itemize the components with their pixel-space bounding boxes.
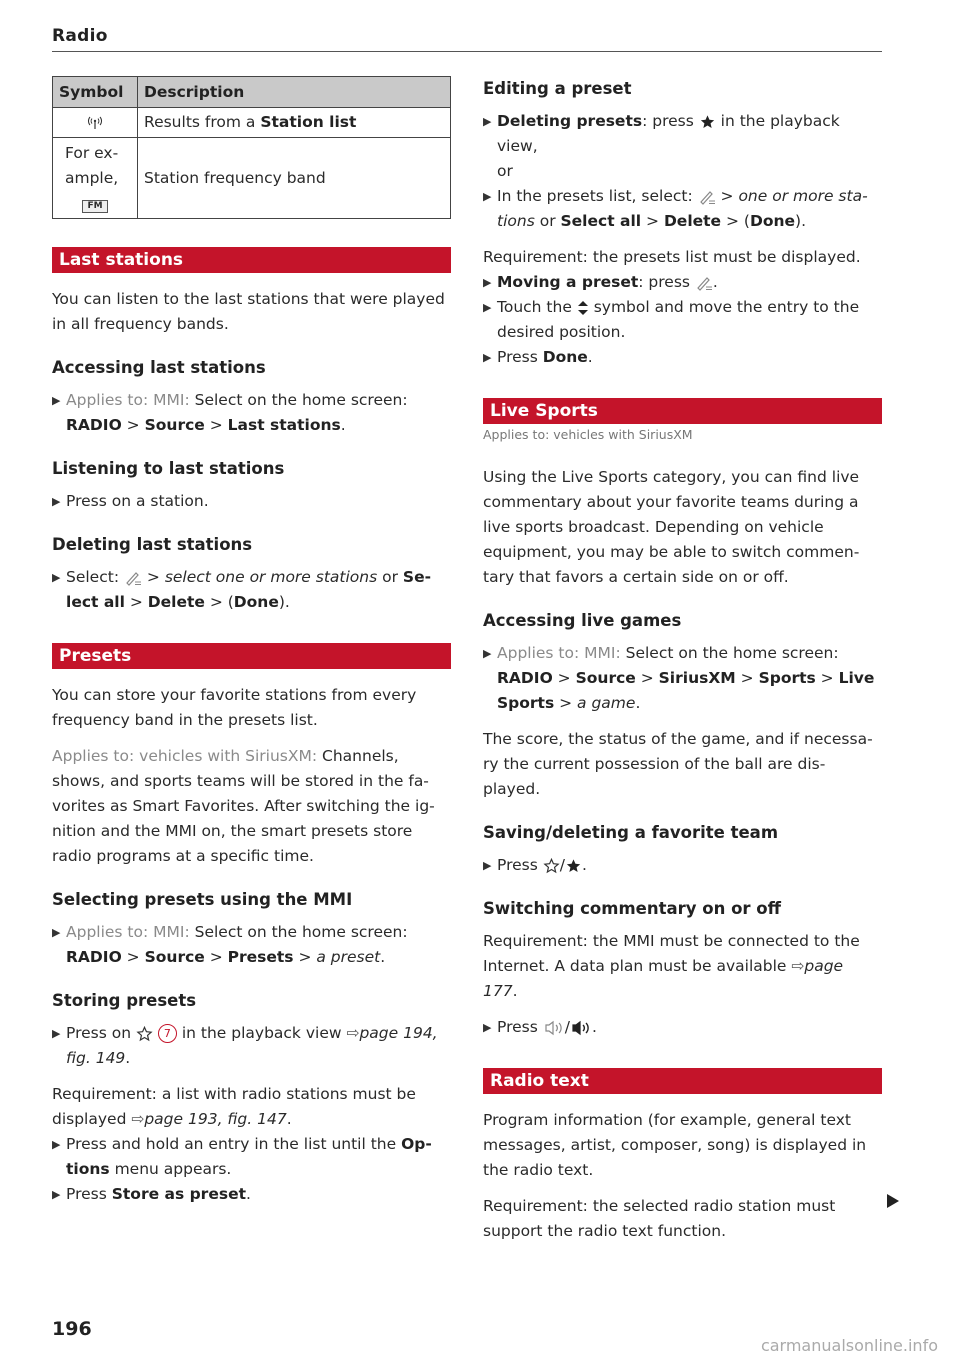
program-info: Program information (for example, general text messages, artist, composer, song) is displayed in the radio text. xyxy=(483,1111,867,1179)
applies-sxm: Applies to: vehicles with SiriusXM: xyxy=(52,747,318,765)
press-colon: : press xyxy=(642,112,699,130)
arrow-icon: ▶ xyxy=(52,1138,61,1151)
heading-switching-commentary: Switching commentary on or off xyxy=(483,899,781,918)
arrow-icon: ▶ xyxy=(483,1021,492,1034)
left-column xyxy=(52,76,451,1207)
watermark: carmanualsonline.info xyxy=(760,1336,938,1355)
live-sports: Live Sports xyxy=(497,669,875,712)
source: Source xyxy=(144,416,205,434)
source: Source xyxy=(575,669,636,687)
table-cell-description: Station frequency band xyxy=(138,138,451,219)
star-outline-icon xyxy=(136,1026,153,1042)
presets: Presets xyxy=(227,948,294,966)
list-item xyxy=(483,295,882,345)
section-bar-presets: Presets xyxy=(52,643,451,669)
req-internet-text: Requirement: the MMI must be connected to the Internet. A data plan must be available xyxy=(483,932,860,975)
delete: Delete xyxy=(663,212,722,230)
press: Press xyxy=(66,1185,112,1203)
arrow-icon: ▶ xyxy=(52,495,61,508)
arrow-icon: ▶ xyxy=(52,1188,61,1201)
table-header-description: Description xyxy=(138,77,451,108)
req-list-text: Requirement: a list with radio stations must be displayed xyxy=(52,1085,416,1128)
antenna-icon xyxy=(86,115,104,131)
one-more-stations: one or more sta-tions xyxy=(497,187,868,230)
touch-the: Touch the xyxy=(497,298,577,316)
select-home: Select on the home screen: xyxy=(620,644,839,662)
in-playback: in the playback view xyxy=(176,1024,347,1042)
ref-arrow-icon: ⇨ xyxy=(791,957,805,975)
a-game: a game xyxy=(577,694,636,712)
list-item: ▶ Applies to: MMI: Select on the home screen: RADIO > Source > Presets > a preset. xyxy=(52,920,451,970)
done-word: Done xyxy=(542,348,588,366)
menu-appears: menu appears. xyxy=(109,1160,232,1178)
arrow-icon: ▶ xyxy=(52,1027,61,1040)
edit-list-icon xyxy=(698,189,716,205)
list-item: ▶ Applies to: MMI: Select on the home screen: RADIO > Source > SiriusXM > Sports > Live Sports > a game. xyxy=(483,641,882,716)
or-word: or xyxy=(497,162,513,180)
req-list: Requirement: a list with radio stations must be displayed ⇨page 193, fig. 147. xyxy=(52,1085,416,1128)
symbol-table xyxy=(52,76,451,219)
ref-arrow-icon: ⇨ xyxy=(131,1110,145,1128)
star-filled-icon xyxy=(565,858,582,874)
radio: RADIO xyxy=(497,669,553,687)
arrow-icon: ▶ xyxy=(483,859,492,872)
arrow-icon: ▶ xyxy=(483,351,492,364)
req-presets: Requirement: the presets list must be displayed. xyxy=(483,248,861,266)
list-item xyxy=(483,109,882,184)
list-item xyxy=(52,1132,451,1182)
applies-mmi: Applies to: MMI: xyxy=(66,391,190,409)
page-header-title: Radio xyxy=(52,26,108,46)
applies-mmi: Applies to: MMI: xyxy=(497,644,621,662)
arrow-icon: ▶ xyxy=(483,276,492,289)
heading-selecting-presets: Selecting presets using the MMI xyxy=(52,890,353,909)
radio: RADIO xyxy=(66,948,122,966)
req-internet: Requirement: the MMI must be connected to the Internet. A data plan must be available ⇨page 177. xyxy=(483,932,860,1000)
arrow-icon: ▶ xyxy=(483,301,492,314)
table-cell-symbol xyxy=(53,108,138,138)
list-item: ▶ Moving a preset: press . xyxy=(483,270,882,295)
score-text: The score, the status of the game, and if necessa-ry the current possession of the ball are dis-played. xyxy=(483,730,873,798)
press-colon2: : press xyxy=(638,273,695,291)
select-all: Select all xyxy=(560,212,642,230)
source: Source xyxy=(144,948,205,966)
commentary-icon xyxy=(543,1020,565,1036)
list-item: ▶ Select: > select one or more stations or Se-lect all > Delete > (Done). xyxy=(52,565,451,615)
presets-intro: You can store your favorite stations from every frequency band in the presets list. xyxy=(52,686,417,729)
list-item: ▶ Press / . xyxy=(483,1015,882,1040)
press: Press xyxy=(497,348,543,366)
section-bar-last-stations: Last stations xyxy=(52,247,451,273)
edit-list-icon xyxy=(695,275,713,291)
a-preset: a preset xyxy=(316,948,381,966)
list-item: ▶ In the presets list, select: > one or more sta-tions or Select all > Delete > (Done). xyxy=(483,184,882,234)
table-header-symbol: Symbol xyxy=(53,77,138,108)
star-filled-icon xyxy=(699,114,716,130)
row2-symbol-text: For ex-ample, xyxy=(65,143,119,187)
done: Done xyxy=(233,593,279,611)
move-updown-icon xyxy=(577,300,589,316)
table-cell-description xyxy=(138,108,451,138)
arrow-icon: ▶ xyxy=(52,394,61,407)
deleting-presets: Deleting presets xyxy=(497,112,643,130)
press-hold: Press and hold an entry in the list until the xyxy=(66,1135,402,1153)
siriusxm: SiriusXM xyxy=(658,669,736,687)
list-item xyxy=(52,489,451,514)
arrow-icon: ▶ xyxy=(483,647,492,660)
moving-preset: Moving a preset xyxy=(497,273,639,291)
edit-list-icon xyxy=(124,570,142,586)
last-stations-intro: You can listen to the last stations that were played in all frequency bands. xyxy=(52,290,445,333)
delete: Delete xyxy=(147,593,205,611)
heading-accessing-last-stations: Accessing last stations xyxy=(52,358,266,377)
page-ref-193: page 193, fig. 147 xyxy=(144,1110,287,1128)
press-on: Press on xyxy=(66,1024,136,1042)
press: Press xyxy=(497,856,543,874)
list-item: ▶ Press on 7 in the playback view ⇨page 194, fig. 149. xyxy=(52,1021,451,1071)
heading-saving-favorite: Saving/deleting a favorite team xyxy=(483,823,779,842)
heading-storing-presets: Storing presets xyxy=(52,991,197,1010)
star-outline-icon xyxy=(543,858,560,874)
list-item: ▶ Press Done. xyxy=(483,345,882,370)
section-bar-radio-text: Radio text xyxy=(483,1068,882,1094)
select-all: Se-lect all xyxy=(66,568,432,611)
continue-arrow-icon xyxy=(886,1193,900,1209)
fm-badge: FM xyxy=(82,200,107,213)
row1-desc: Results from a xyxy=(144,113,261,131)
heading-listening-last-stations: Listening to last stations xyxy=(52,459,285,478)
live-intro: Using the Live Sports category, you can find live commentary about your favorite teams during a live sports broadcast. Depending on vehicle equipment, you may be able to switch commen-tary that favors a certain side on or off. xyxy=(483,468,860,586)
applies-mmi: Applies to: MMI: xyxy=(66,923,190,941)
heading-accessing-live-games: Accessing live games xyxy=(483,611,682,630)
commentary-off-icon xyxy=(570,1020,592,1036)
arrow-icon: ▶ xyxy=(52,571,61,584)
radio: RADIO xyxy=(66,416,122,434)
press-station: Press on a station. xyxy=(66,492,209,510)
arrow-icon: ▶ xyxy=(483,190,492,203)
row1-desc-bold: Station list xyxy=(260,113,357,131)
or2: or xyxy=(534,212,561,230)
heading-deleting-last-stations: Deleting last stations xyxy=(52,535,253,554)
ref-arrow-icon: ⇨ xyxy=(346,1024,360,1042)
press: Press xyxy=(497,1018,543,1036)
in-presets-list: In the presets list, select: xyxy=(497,187,698,205)
heading-editing-preset: Editing a preset xyxy=(483,79,632,98)
list-item: ▶ Press Store as preset. xyxy=(52,1182,451,1207)
list-item: ▶ Applies to: MMI: Select on the home screen: RADIO > Source > Last stations. xyxy=(52,388,451,438)
select-home: Select on the home screen: xyxy=(189,391,408,409)
done: Done xyxy=(749,212,796,230)
page-number: 196 xyxy=(52,1318,92,1340)
select: Select: xyxy=(66,568,124,586)
in-playback-view: in the playback view, xyxy=(497,112,840,155)
live-sports-applies: Applies to: vehicles with SiriusXM xyxy=(483,427,693,442)
table-row xyxy=(53,108,451,138)
last-stations: Last stations xyxy=(227,416,341,434)
section-bar-live-sports: Live Sports xyxy=(483,398,882,424)
list-item: ▶ Press / . xyxy=(483,853,882,878)
touch-rest: symbol and move the entry to the desired position. xyxy=(497,298,860,341)
header-rule xyxy=(52,51,882,52)
arrow-icon: ▶ xyxy=(483,115,492,128)
options: Op-tions xyxy=(66,1135,432,1178)
page-ref-194: page 194, fig. 149 xyxy=(66,1024,438,1067)
page-ref-177: page 177 xyxy=(483,957,844,1000)
table-cell-symbol xyxy=(53,138,138,219)
or: or xyxy=(377,568,403,586)
sports: Sports xyxy=(758,669,816,687)
right-column xyxy=(483,76,882,1244)
req-radio-text: Requirement: the selected radio station must support the radio text function. xyxy=(483,1197,836,1240)
callout-7: 7 xyxy=(158,1024,177,1043)
arrow-icon: ▶ xyxy=(52,926,61,939)
select-home: Select on the home screen: xyxy=(189,923,408,941)
presets-siriusxm xyxy=(52,744,451,869)
sxm-text: Channels, shows, and sports teams will be stored in the fa-vorites as Smart Favorites. After switching the ig-nition and the MMI on, the smart presets store radio programs at a specific time. xyxy=(52,747,435,865)
store-as-preset: Store as preset xyxy=(111,1185,246,1203)
select-one-more: select one or more stations xyxy=(164,568,378,586)
table-row xyxy=(53,138,451,219)
